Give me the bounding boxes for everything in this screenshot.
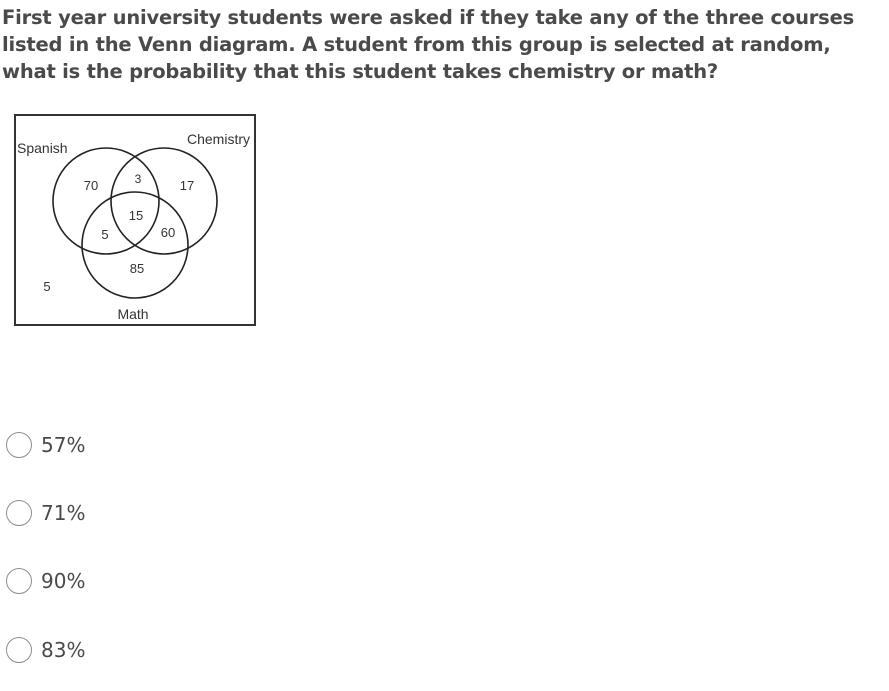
- answer-option-label: 90%: [41, 569, 86, 593]
- answer-option-4[interactable]: [6, 633, 206, 667]
- answer-option-label: 71%: [41, 501, 86, 525]
- region-math-only: 85: [129, 261, 145, 276]
- region-spanish-chemistry: 3: [134, 172, 142, 186]
- region-spanish-only: 70: [83, 178, 99, 193]
- radio-button[interactable]: [6, 432, 32, 458]
- region-chemistry-math: 60: [160, 225, 176, 240]
- region-all-three: 15: [128, 208, 144, 223]
- answer-option-label: 57%: [41, 433, 86, 457]
- answer-option-label: 83%: [41, 638, 86, 662]
- answer-option-3[interactable]: [6, 564, 206, 598]
- radio-button[interactable]: [6, 500, 32, 526]
- answer-option-1[interactable]: [6, 428, 206, 462]
- math-label: Math: [117, 306, 149, 322]
- question-text: First year university students were asked if they take any of the three courses listed in the Venn diagram. A student from this group is selected at random, what is the probability that this student takes chemistry or math?: [2, 6, 855, 83]
- venn-diagram: [14, 114, 258, 328]
- radio-button[interactable]: [6, 637, 32, 663]
- answer-option-2[interactable]: [6, 496, 206, 530]
- region-chemistry-only: 17: [179, 178, 195, 193]
- region-spanish-math: 5: [101, 227, 109, 242]
- region-none: 5: [43, 279, 51, 294]
- radio-button[interactable]: [6, 568, 32, 594]
- chemistry-label: Chemistry: [186, 131, 250, 147]
- spanish-label: Spanish: [17, 140, 68, 156]
